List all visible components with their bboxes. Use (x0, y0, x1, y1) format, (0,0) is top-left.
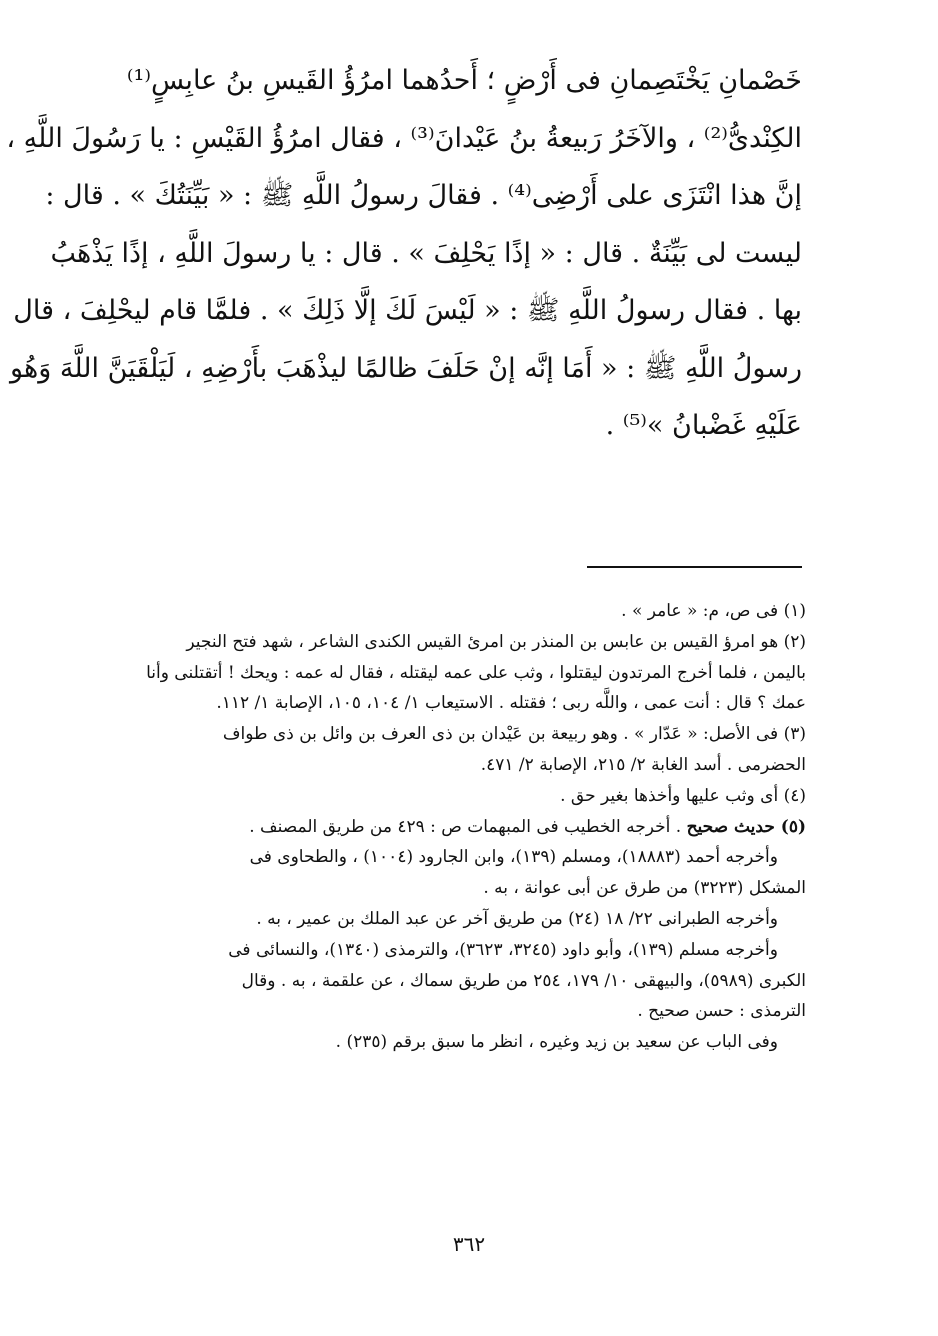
footnote-separator (587, 566, 802, 568)
footnotes-block (96, 596, 806, 1058)
main-text-line: بها . فقال رسولُ اللَّهِ ﷺ : « لَيْسَ لَكَ إلَّا ذَلِكَ » . فلمَّا قام ليحْلِفَ ، قال (13, 295, 802, 326)
footnote-line: وفى الباب عن سعيد بن زيد وغيره ، انظر ما سبق برقم (٢٣٥) . (335, 1032, 778, 1053)
footnote-line: (٤) أى وثب عليها وأخذها بغير حق . (560, 785, 806, 806)
main-text-line: رسولُ اللَّهِ ﷺ : « أَمَا إنَّه إنْ حَلَفَ ظالمًا ليذْهَبَ بأَرْضِهِ ، لَيَلْقَيَنَّ اللَّهَ وَهُو (10, 352, 802, 384)
main-text-line: الكِنْدىُّ⁽²⁾ ، والآخَرُ رَبيعةُ بنُ عَيْدانَ⁽³⁾ ، فقال امرُؤُ القَيْسِ : يا رَسُولَ اللَّهِ ، (6, 122, 802, 154)
footnote-line: وأخرجه أحمد (١٨٨٨٣)، ومسلم (١٣٩)، وابن الجارود (١٠٠٤) ، والطحاوى فى (249, 847, 778, 868)
footnote-line: وأخرجه مسلم (١٣٩)، وأبو داود (٣٢٤٥، ٣٦٢٣)، والترمذى (١٣٤٠)، والنسائى فى (228, 939, 778, 960)
main-text-line: خَصْمانِ يَخْتَصِمانِ فى أَرْضٍ ؛ أَحدُهما امرُؤُ القَيسِ بنُ عابِسٍ⁽¹⁾ (126, 65, 802, 96)
main-text-block (6, 52, 802, 455)
footnote-line (96, 812, 806, 843)
footnote-line: المشكل (٣٢٢٣) من طرق عن أبى عوانة ، به . (483, 878, 806, 899)
main-text-line: عَلَيْهِ غَضْبانُ »⁽⁵⁾ . (605, 410, 802, 441)
footnote-line: (٢) هو امرؤ القيس بن عابس بن المنذر بن امرئ القيس الكندى الشاعر ، شهد فتح النجير (186, 631, 806, 652)
footnote-line: عمك ؟ قال : أنت عمى ، واللَّه ربى ؛ فقتله . الاستيعاب ١/ ١٠٤، ١٠٥، الإصابة ١/ ١١٢. (216, 693, 806, 714)
footnote-line: (١) فى ص، م: « عامر » . (621, 601, 806, 621)
footnote-line: الترمذى : حسن صحيح . (637, 1001, 806, 1022)
page-number: ٣٦٢ (452, 1232, 486, 1256)
footnote-bold-label: (٥) حديث صحيح (686, 816, 806, 837)
footnote-line: (٣) فى الأصل: « عَدّار » . وهو ربيعة بن عَيْدان بن ذى العرف بن وائل بن ذى طواف (222, 724, 806, 745)
main-text-line: إنَّ هذا انْتَزَى على أَرْضِى⁽⁴⁾ . فقالَ رسولُ اللَّهِ ﷺ : « بَيِّنَتُكَ » . قال : (45, 180, 802, 211)
main-text-line: ليست لى بَيِّنَةٌ . قال : « إذًا يَحْلِفَ » . قال : يا رسولَ اللَّهِ ، إذًا يَذْهَبُ (50, 237, 802, 269)
footnote-line: باليمن ، فلما أخرج المرتدون ليقتلوا ، وثب على عمه ليقتله ، فقال له عمه : ويحك ! أتقتلنى وأنا (146, 662, 806, 683)
footnote-text: . أخرجه الخطيب فى المبهمات ص : ٤٢٩ من طريق المصنف . (249, 816, 687, 837)
footnote-line: الكبرى (٥٩٨٩)، والبيهقى ١٠/ ١٧٩، ٢٥٤ من طريق سماك ، عن علقمة ، به . وقال (241, 970, 806, 991)
footnote-line: الحضرمى . أسد الغابة ٢/ ٢١٥، الإصابة ٢/ ٤٧١. (480, 754, 806, 775)
footnote-line: وأخرجه الطبرانى ٢٢/ ١٨ (٢٤) من طريق آخر عن عبد الملك بن عمير ، به . (256, 908, 778, 929)
